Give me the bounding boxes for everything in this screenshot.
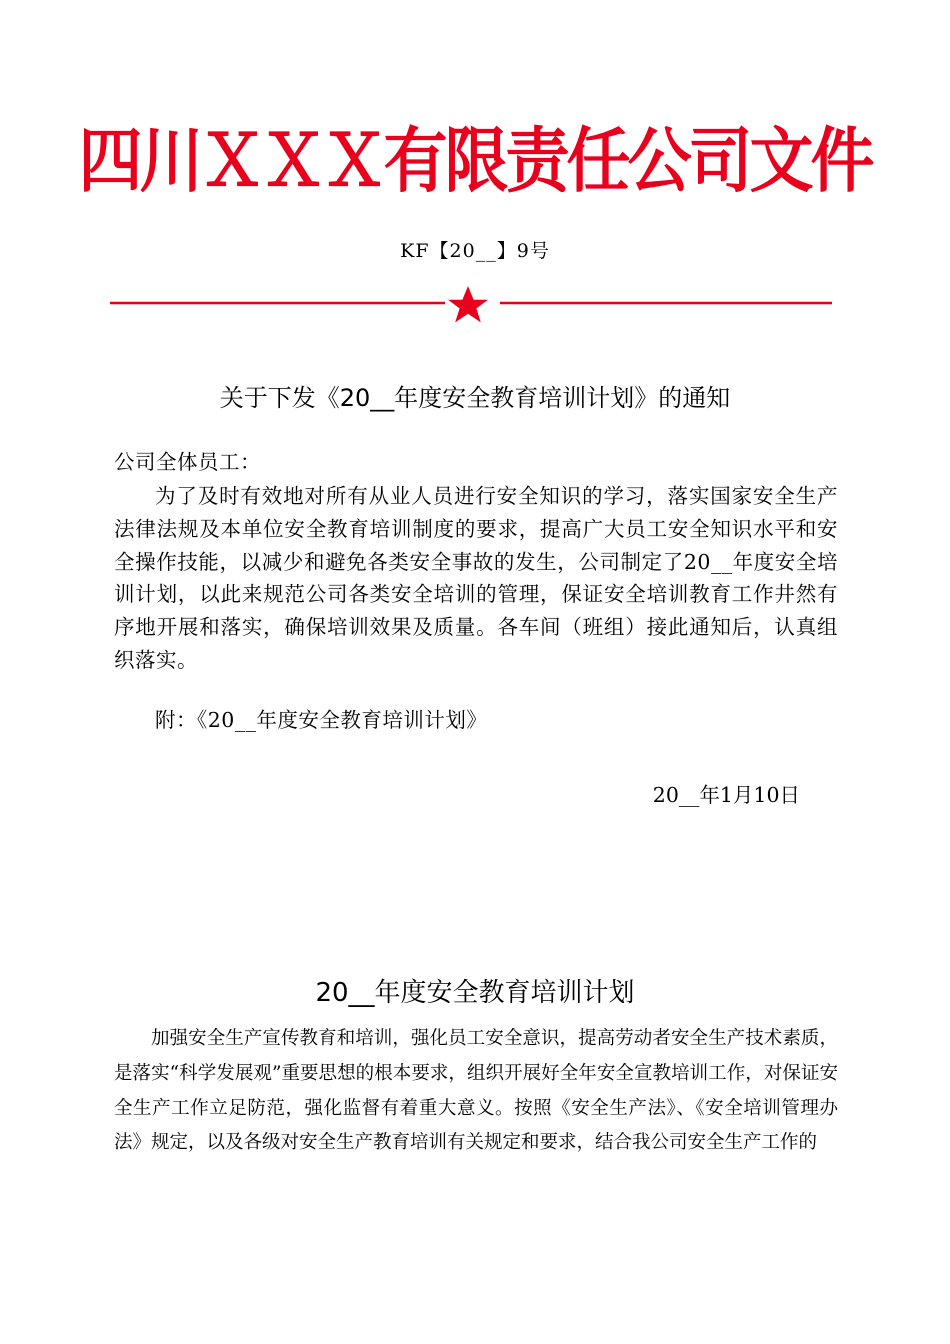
plan-title: 20__年度安全教育培训计划: [315, 978, 635, 1008]
red-divider: [110, 283, 835, 333]
notice-salutation: 公司全体员工：: [114, 450, 261, 474]
red-star-icon: [448, 286, 488, 322]
notice-attachment: 附：《20__年度安全教育培训计划》: [155, 708, 488, 732]
notice-date: 20__年1月10日: [652, 783, 800, 807]
document-number: KF【20__】9号: [400, 240, 550, 262]
notice-title: 关于下发《20__年度安全教育培训计划》的通知: [219, 384, 731, 412]
notice-paragraph: 为了及时有效地对所有从业人员进行安全知识的学习，落实国家安全生产法律法规及本单位安全教育培训制度的要求，提高广大员工安全知识水平和安全操作技能，以减少和避免各类安全事故的发生，公司制定了20__年度安全培训计划，以此来规范公司各类安全培训的管理，保证安全培训教育工作井然有序地开展和落实，确保培训效果及质量。各车间（班组）接此通知后，认真组织落实。: [114, 484, 838, 672]
plan-paragraph: 加强安全生产宣传教育和培训，强化员工安全意识，提高劳动者安全生产技术素质，是落实“科学发展观”重要思想的根本要求，组织开展好全年安全宣教培训工作，对保证安全生产工作立足防范，强化监督有着重大意义。按照《安全生产法》、《安全培训管理办法》规定，以及各级对安全生产教育培训有关规定和要求，结合我公司安全生产工作的: [114, 1028, 838, 1154]
document-header-title: 四川ＸＸＸ有限责任公司文件: [78, 121, 872, 203]
